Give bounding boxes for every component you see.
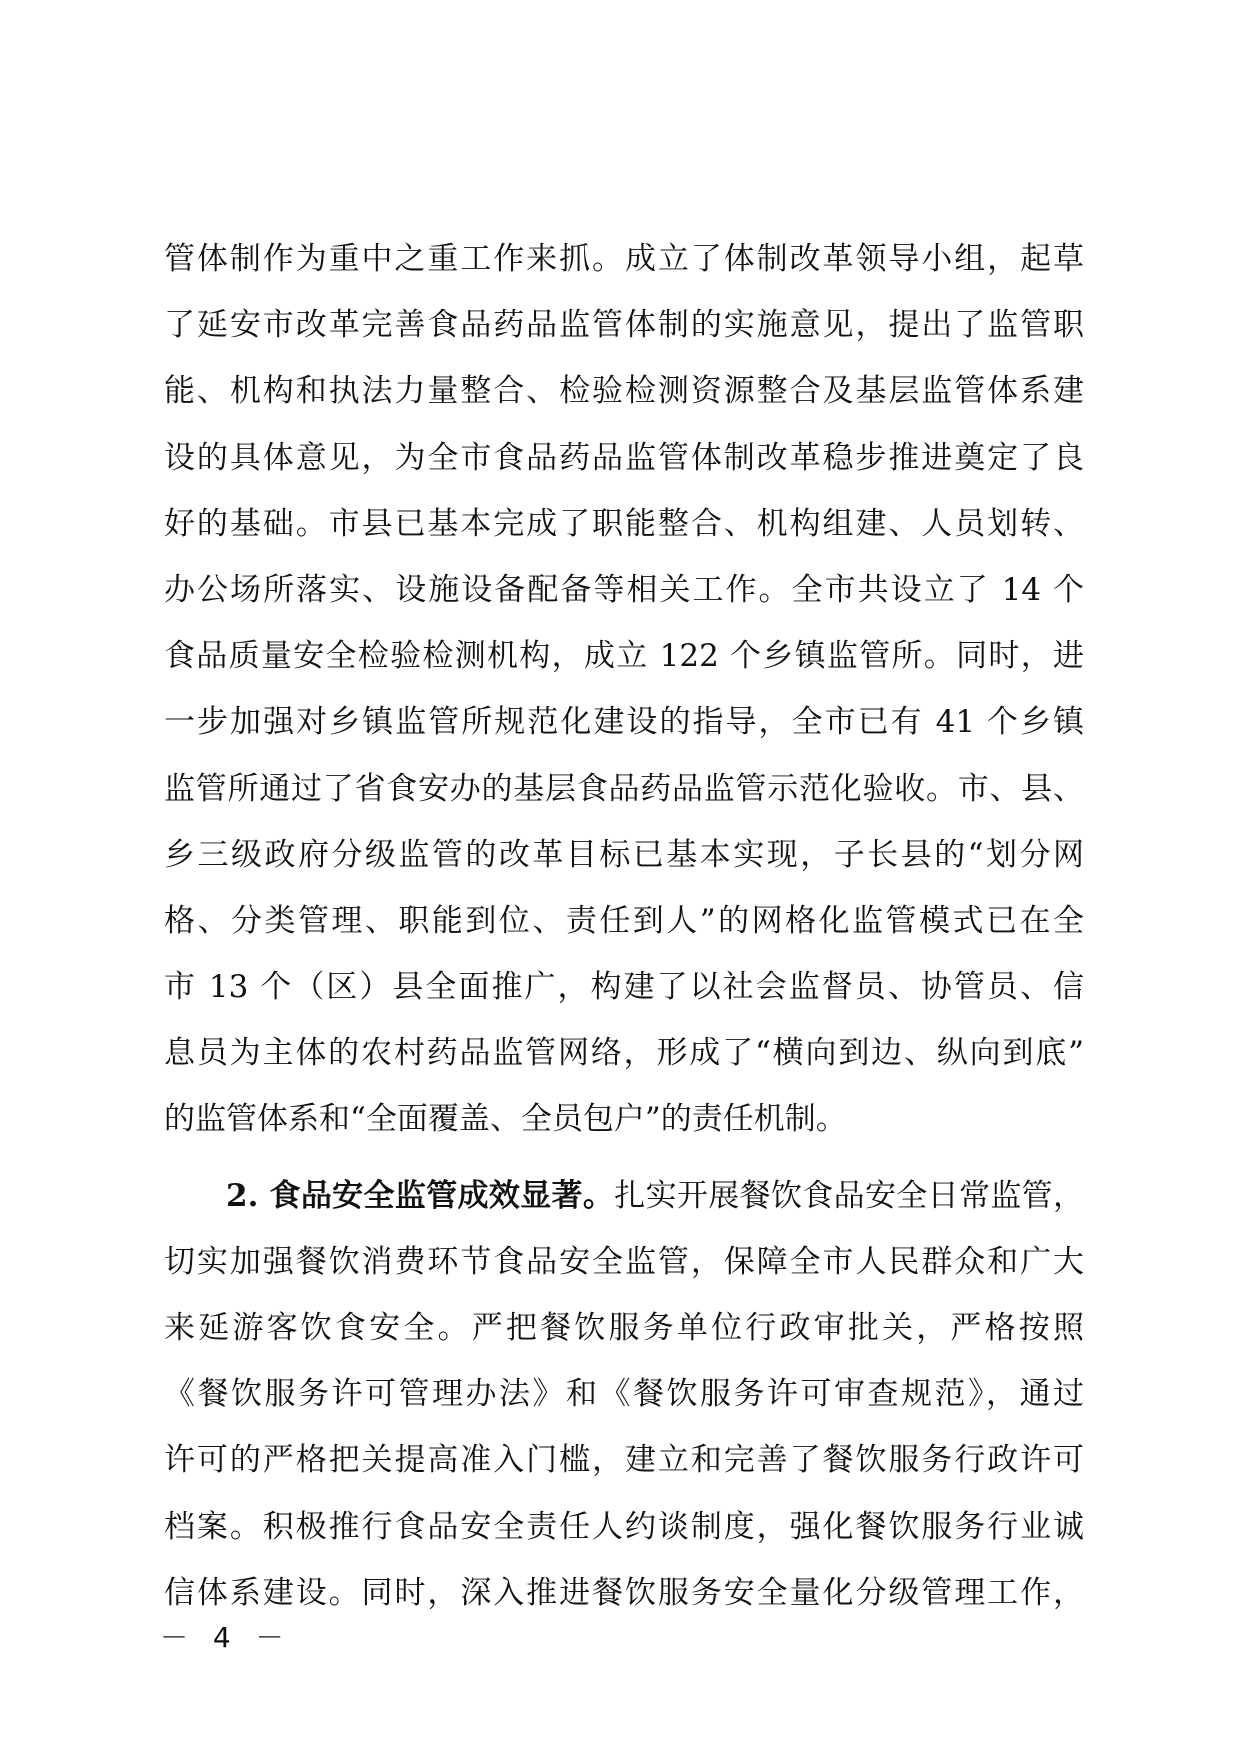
text-line: 许可的严格把关提高准入门槛，建立和完善了餐饮服务行政许可 — [164, 1442, 1084, 1479]
text-line: 管体制作为重中之重工作来抓。成立了体制改革领导小组，起草 — [164, 241, 1084, 277]
text-line: 格、分类管理、职能到位、责任到人”的网格化监管模式已在全 — [164, 902, 1084, 939]
body-text — [164, 226, 1084, 1626]
section-heading: 2. 食品安全监管成效显著。 — [226, 1177, 615, 1214]
text-line: 办公场所落实、设施设备配备等相关工作。全市共设立了 14 个 — [164, 571, 1084, 608]
text-run: 扎实开展餐饮食品安全日常监管， — [614, 1177, 1085, 1214]
text-line: 的监管体系和“全面覆盖、全员包户”的责任机制。 — [164, 1101, 847, 1138]
text-line: 设的具体意见，为全市食品药品监管体制改革稳步推进奠定了良 — [164, 439, 1084, 476]
text-line: 切实加强餐饮消费环节食品安全监管，保障全市人民群众和广大 — [164, 1243, 1084, 1280]
text-line: 监管所通过了省食安办的基层食品药品监管示范化验收。市、县、 — [164, 770, 1084, 807]
text-line: 息员为主体的农村药品监管网络，形成了“横向到边、纵向到底” — [164, 1035, 1084, 1072]
paragraph-first-line — [164, 1163, 1084, 1229]
text-line: 乡三级政府分级监管的改革目标已基本实现，子长县的“划分网 — [164, 836, 1084, 873]
text-line: 能、机构和执法力量整合、检验检测资源整合及基层监管体系建 — [164, 373, 1084, 410]
paragraph-1 — [164, 226, 1084, 1153]
text-line: 《餐饮服务许可管理办法》和《餐饮服务许可审查规范》，通过 — [164, 1376, 1084, 1413]
text-line: 档案。积极推行食品安全责任人约谈制度，强化餐饮服务行业诚 — [164, 1508, 1084, 1545]
text-line: 好的基础。市县已基本完成了职能整合、机构组建、人员划转、 — [164, 505, 1084, 542]
text-line: 市 13 个（区）县全面推广，构建了以社会监督员、协管员、信 — [164, 969, 1084, 1006]
text-line: 信体系建设。同时，深入推进餐饮服务安全量化分级管理工作， — [164, 1574, 1084, 1611]
page-number: － 4 － — [160, 1621, 292, 1654]
text-line: 了延安市改革完善食品药品监管体制的实施意见，提出了监管职 — [164, 307, 1084, 344]
text-line: 来延游客饮食安全。严把餐饮服务单位行政审批关，严格按照 — [164, 1310, 1084, 1346]
paragraph-2 — [164, 1163, 1084, 1626]
text-line: 一步加强对乡镇监管所规范化建设的指导，全市已有 41 个乡镇 — [164, 704, 1084, 741]
text-line: 食品质量安全检验检测机构，成立 122 个乡镇监管所。同时，进 — [164, 638, 1084, 675]
